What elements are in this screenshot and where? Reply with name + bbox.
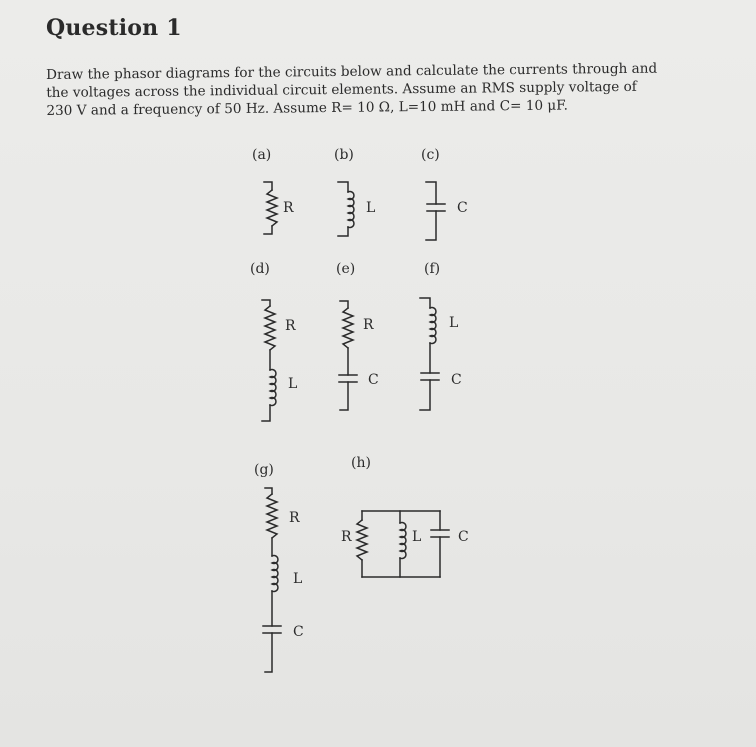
circuit-a-label: (a) xyxy=(252,147,272,163)
circuit-b xyxy=(338,182,375,236)
circuit-f-label: (f) xyxy=(424,261,441,277)
circuit-b-l-label: L xyxy=(366,200,376,216)
resistor-symbol xyxy=(343,308,353,348)
circuit-c-c-label: C xyxy=(457,200,468,216)
inductor-symbol xyxy=(348,192,354,228)
circuit-h xyxy=(341,511,469,577)
circuit-e-label: (e) xyxy=(336,261,356,277)
circuit-d-r-label: R xyxy=(285,318,296,334)
circuit-d-label: (d) xyxy=(250,261,270,277)
problem-line-1: Draw the phasor diagrams for the circuits below and calculate the currents through and xyxy=(46,60,658,83)
inductor-symbol xyxy=(400,523,406,559)
circuit-f-c-label: C xyxy=(451,372,462,388)
question-title: Question 1 xyxy=(46,15,182,41)
circuit-h-r-label: R xyxy=(341,529,352,545)
circuit-e-r-label: R xyxy=(363,317,374,333)
resistor-symbol xyxy=(265,306,275,350)
problem-line-3: 230 V and a frequency of 50 Hz. Assume R= 10 Ω, L=10 mH and C= 10 μF. xyxy=(46,97,568,119)
circuit-e-c-label: C xyxy=(368,372,379,388)
circuit-g-l-label: L xyxy=(293,571,303,587)
circuit-e xyxy=(339,301,379,410)
circuit-a xyxy=(264,182,294,234)
resistor-symbol xyxy=(267,190,277,226)
circuit-h-label: (h) xyxy=(351,455,371,471)
circuit-h-c-label: C xyxy=(458,529,469,545)
inductor-symbol xyxy=(270,370,276,406)
circuit-b-label: (b) xyxy=(334,147,354,163)
circuit-c-label: (c) xyxy=(421,147,440,163)
circuit-g-r-label: R xyxy=(289,510,300,526)
circuit-d-l-label: L xyxy=(288,376,298,392)
circuit-f-l-label: L xyxy=(449,315,459,331)
inductor-symbol xyxy=(430,308,436,344)
resistor-symbol xyxy=(267,494,277,538)
resistor-symbol xyxy=(357,520,367,560)
problem-line-2: the voltages across the individual circuit elements. Assume an RMS supply voltage of xyxy=(46,78,637,101)
circuit-g-c-label: C xyxy=(293,624,304,640)
inductor-symbol xyxy=(272,556,278,592)
circuit-g xyxy=(263,488,304,672)
circuit-h-l-label: L xyxy=(412,529,422,545)
circuit-a-r-label: R xyxy=(283,200,294,216)
circuit-f xyxy=(420,298,462,410)
circuit-g-label: (g) xyxy=(254,462,274,478)
circuit-d xyxy=(262,300,297,421)
circuit-c xyxy=(426,182,468,240)
